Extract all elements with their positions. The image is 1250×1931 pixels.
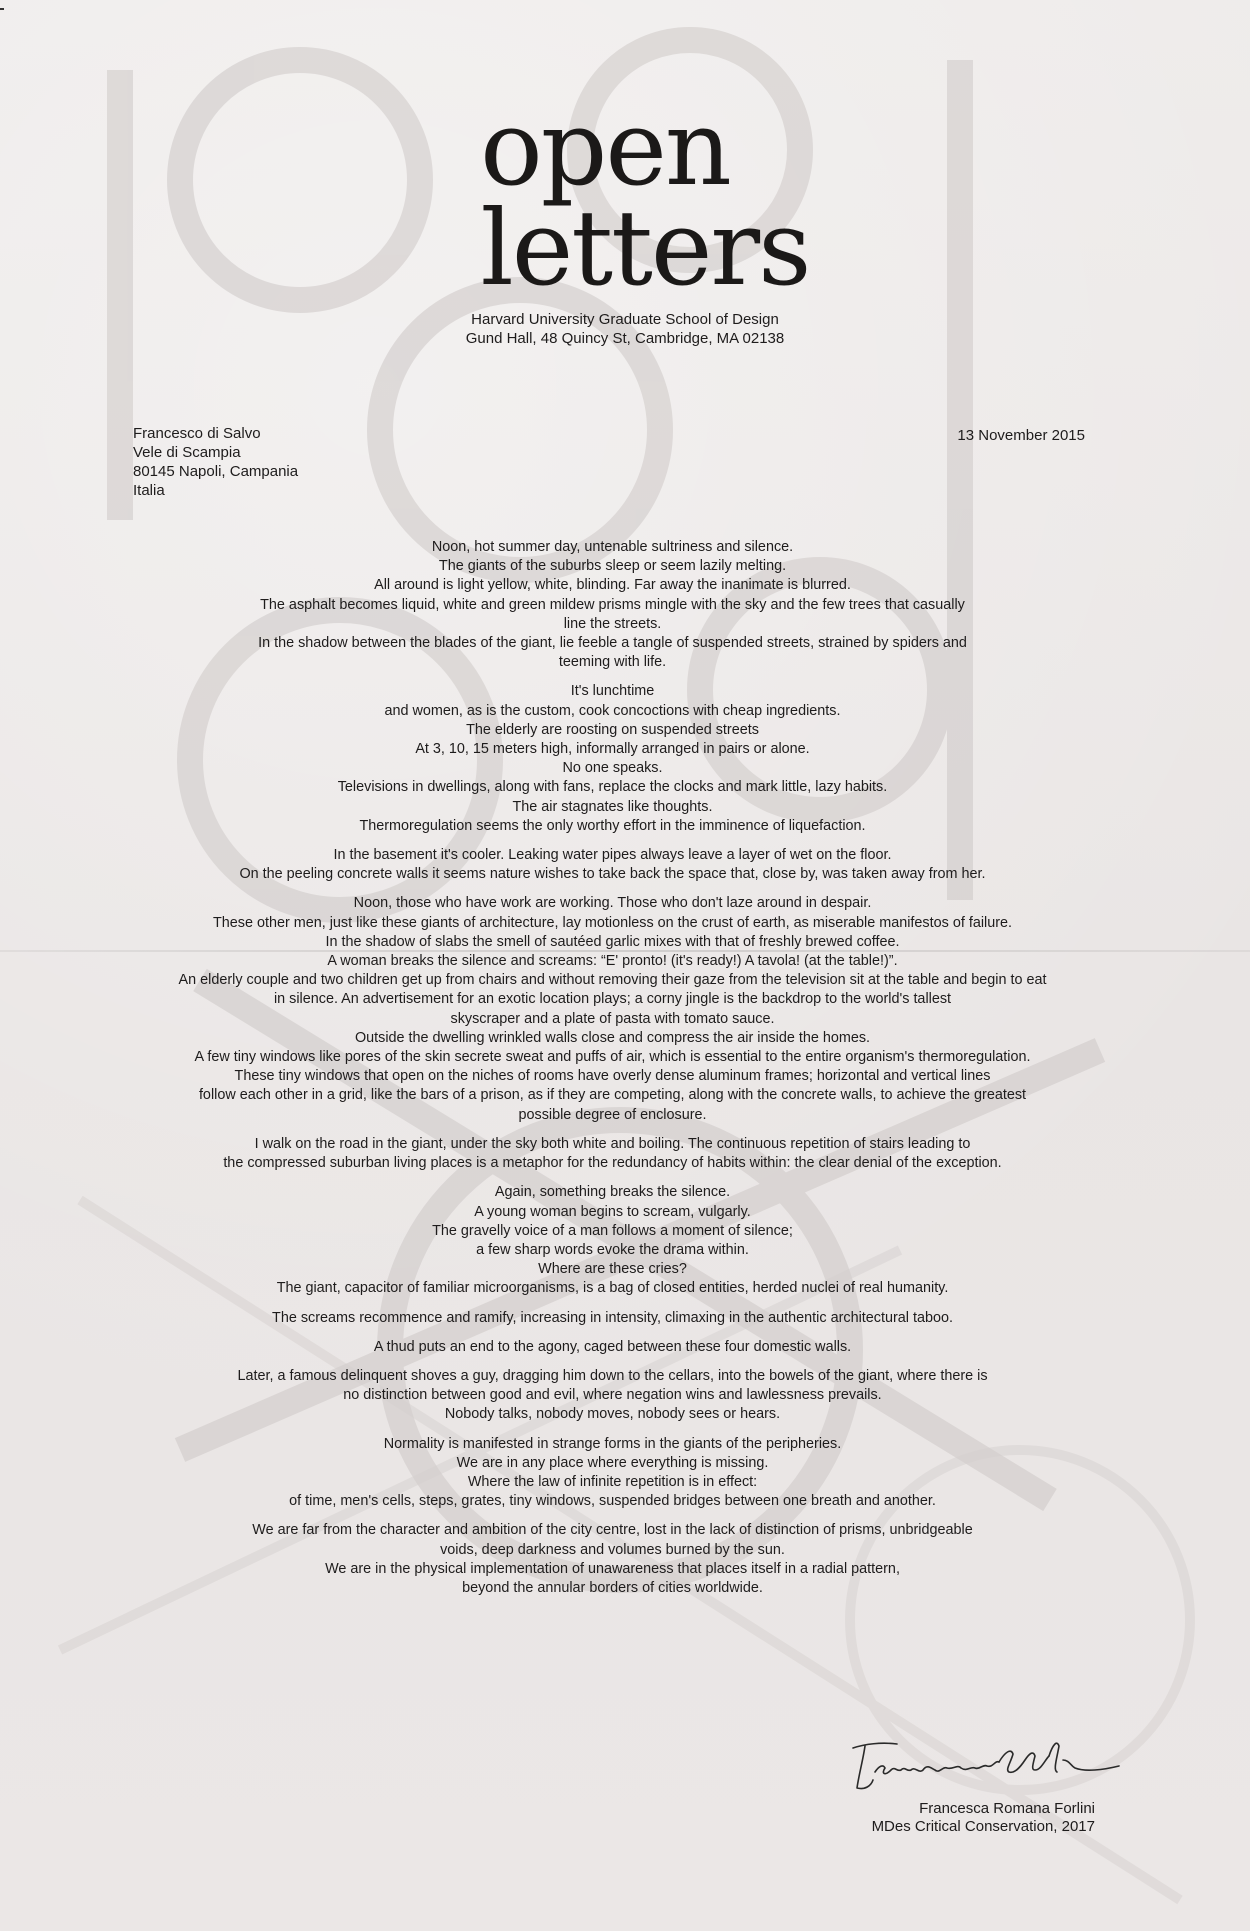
letter-line: In the shadow between the blades of the giant, lie feeble a tangle of suspended streets, strained by spiders and xyxy=(258,635,967,652)
letter-line: skyscraper and a plate of pasta with tomato sauce. xyxy=(450,1010,775,1027)
letter-line: Where the law of infinite repetition is in effect: xyxy=(467,1473,758,1490)
letter-line: Where are these cries? xyxy=(538,1261,687,1278)
letter-line: A young woman begins to scream, vulgarly. xyxy=(474,1203,751,1220)
letter-paragraph xyxy=(120,682,1105,836)
letter-line: We are in the physical implementation of unawareness that places itself in a radial pattern, xyxy=(325,1560,900,1577)
letter-line: The giants of the suburbs sleep or seem lazily melting. xyxy=(438,558,787,575)
letter-body xyxy=(120,538,1105,1608)
letter-line: No one speaks. xyxy=(562,760,663,777)
letter-paragraph xyxy=(120,538,1105,672)
letter-line: no distinction between good and evil, where negation wins and lawlessness prevails. xyxy=(343,1387,882,1404)
letter-line: voids, deep darkness and volumes burned by the sun. xyxy=(440,1541,785,1558)
letter-line: Normality is manifested in strange forms in the giants of the peripheries. xyxy=(383,1435,842,1452)
letter-line: We are far from the character and ambition of the city centre, lost in the lack of distinction of prisms, unbridgeable xyxy=(252,1522,973,1539)
recipient-line: 80145 Napoli, Campania xyxy=(133,463,299,480)
signer-program: MDes Critical Conservation, 2017 xyxy=(871,1818,1095,1835)
letter-line: The air stagnates like thoughts. xyxy=(512,798,713,815)
letter-line: These tiny windows that open on the niches of rooms have overly dense aluminum frames; horizontal and vertical lines xyxy=(234,1068,991,1085)
letter-line: Nobody talks, nobody moves, nobody sees or hears. xyxy=(444,1406,781,1423)
recipient-name: Francesco di Salvo xyxy=(133,425,261,442)
letter-line: of time, men's cells, steps, grates, tiny windows, suspended bridges between one breath and another. xyxy=(289,1493,936,1510)
letter-paragraph xyxy=(120,1338,1105,1357)
letter-line: Again, something breaks the silence. xyxy=(494,1184,731,1201)
letter-line: possible degree of enclosure. xyxy=(518,1106,707,1123)
letter-line: We are in any place where everything is missing. xyxy=(456,1454,769,1471)
masthead-title-line1: open xyxy=(480,87,730,209)
institution-address xyxy=(0,310,1250,348)
letter-line: Televisions in dwellings, along with fans, replace the clocks and mark little, lazy habits. xyxy=(337,779,888,796)
letter-line: The screams recommence and ramify, increasing in intensity, climaxing in the authentic architectural taboo. xyxy=(272,1309,953,1326)
letter-paragraph xyxy=(120,1367,1105,1425)
letter-line: line the streets. xyxy=(563,615,662,632)
letter-line: a few sharp words evoke the drama within. xyxy=(476,1241,749,1258)
letter-line: I walk on the road in the giant, under the sky both white and boiling. The continuous repetition of stairs leading to xyxy=(254,1135,971,1152)
letter-line: teeming with life. xyxy=(558,654,667,671)
letter-line: Outside the dwelling wrinkled walls close and compress the air inside the homes. xyxy=(354,1029,871,1046)
institution-name: Harvard University Graduate School of Design xyxy=(471,311,779,328)
signature-block xyxy=(835,1730,1095,1836)
letter-line: beyond the annular borders of cities worldwide. xyxy=(462,1579,763,1596)
letter-line: Noon, those who have work are working. Those who don't laze around in despair. xyxy=(353,895,872,912)
letter-line: A woman breaks the silence and screams: “E' pronto! (it's ready!) A tavola! (at the table!)”. xyxy=(327,953,898,970)
letter-line: The gravelly voice of a man follows a moment of silence; xyxy=(432,1222,793,1239)
letter-line: A few tiny windows like pores of the skin secrete sweat and puffs of air, which is essential to the entire organism's thermoregulation. xyxy=(194,1049,1031,1066)
letter-paragraph xyxy=(120,1435,1105,1512)
signer-name: Francesca Romana Forlini xyxy=(919,1800,1095,1817)
letter-line: Thermoregulation seems the only worthy effort in the imminence of liquefaction. xyxy=(359,817,866,834)
institution-street: Gund Hall, 48 Quincy St, Cambridge, MA 02138 xyxy=(465,330,785,347)
letter-paragraph xyxy=(120,1183,1105,1298)
handwritten-signature xyxy=(835,1730,1125,1800)
letter-line: Later, a famous delinquent shoves a guy, dragging him down to the cellars, into the bowels of the giant, where there is xyxy=(237,1367,988,1384)
recipient-line: Vele di Scampia xyxy=(133,444,241,461)
letter-line: The asphalt becomes liquid, white and green mildew prisms mingle with the sky and the few trees that casually xyxy=(260,596,965,613)
recipient-country: Italia xyxy=(133,482,165,499)
margin-tick xyxy=(0,8,4,10)
letter-line: Noon, hot summer day, untenable sultriness and silence. xyxy=(431,539,794,555)
masthead-title xyxy=(0,87,1250,309)
letter-line: In the shadow of slabs the smell of sautéed garlic mixes with that of freshly brewed coffee. xyxy=(325,933,900,950)
letter-line: It's lunchtime xyxy=(570,683,655,700)
letter-line: All around is light yellow, white, blinding. Far away the inanimate is blurred. xyxy=(374,577,851,594)
letter-line: On the peeling concrete walls it seems nature wishes to take back the space that, close by, was taken away from her. xyxy=(239,866,986,883)
letter-paragraph xyxy=(120,1521,1105,1598)
letter-line: At 3, 10, 15 meters high, informally arranged in pairs or alone. xyxy=(415,741,810,758)
letter-date: 13 November 2015 xyxy=(957,427,1085,444)
letter-line: A thud puts an end to the agony, caged between these four domestic walls. xyxy=(373,1338,852,1355)
letter-line: in silence. An advertisement for an exotic location plays; a corny jingle is the backdrop to the world's tallest xyxy=(273,991,952,1008)
recipient-address xyxy=(133,424,298,500)
letter-line: These other men, just like these giants of architecture, lay motionless on the crust of earth, as miserable manifestos of failure. xyxy=(212,914,1013,931)
letter-line: the compressed suburban living places is a metaphor for the redundancy of habits within: the clear denial of the exception. xyxy=(223,1155,1002,1172)
letter-line: In the basement it's cooler. Leaking water pipes always leave a layer of wet on the floor. xyxy=(333,847,892,864)
letter-line: An elderly couple and two children get up from chairs and without removing their gaze from the television sit at the table and begin to eat xyxy=(178,972,1047,989)
letter-line: and women, as is the custom, cook concoctions with cheap ingredients. xyxy=(384,702,841,719)
letter-paragraph xyxy=(120,1309,1105,1328)
letter-paragraph xyxy=(120,846,1105,884)
letter-paragraph xyxy=(120,1135,1105,1173)
letter-line: follow each other in a grid, like the bars of a prison, as if they are competing, along with the concrete walls, to achieve the greatest xyxy=(198,1087,1027,1104)
masthead-title-line2: letters xyxy=(480,187,810,309)
letter-line: The elderly are roosting on suspended streets xyxy=(466,721,759,738)
letter-line: The giant, capacitor of familiar microorganisms, is a bag of closed entities, herded nuclei of real humanity. xyxy=(276,1280,949,1297)
masthead xyxy=(0,87,1250,348)
letter-paragraph xyxy=(120,894,1105,1124)
